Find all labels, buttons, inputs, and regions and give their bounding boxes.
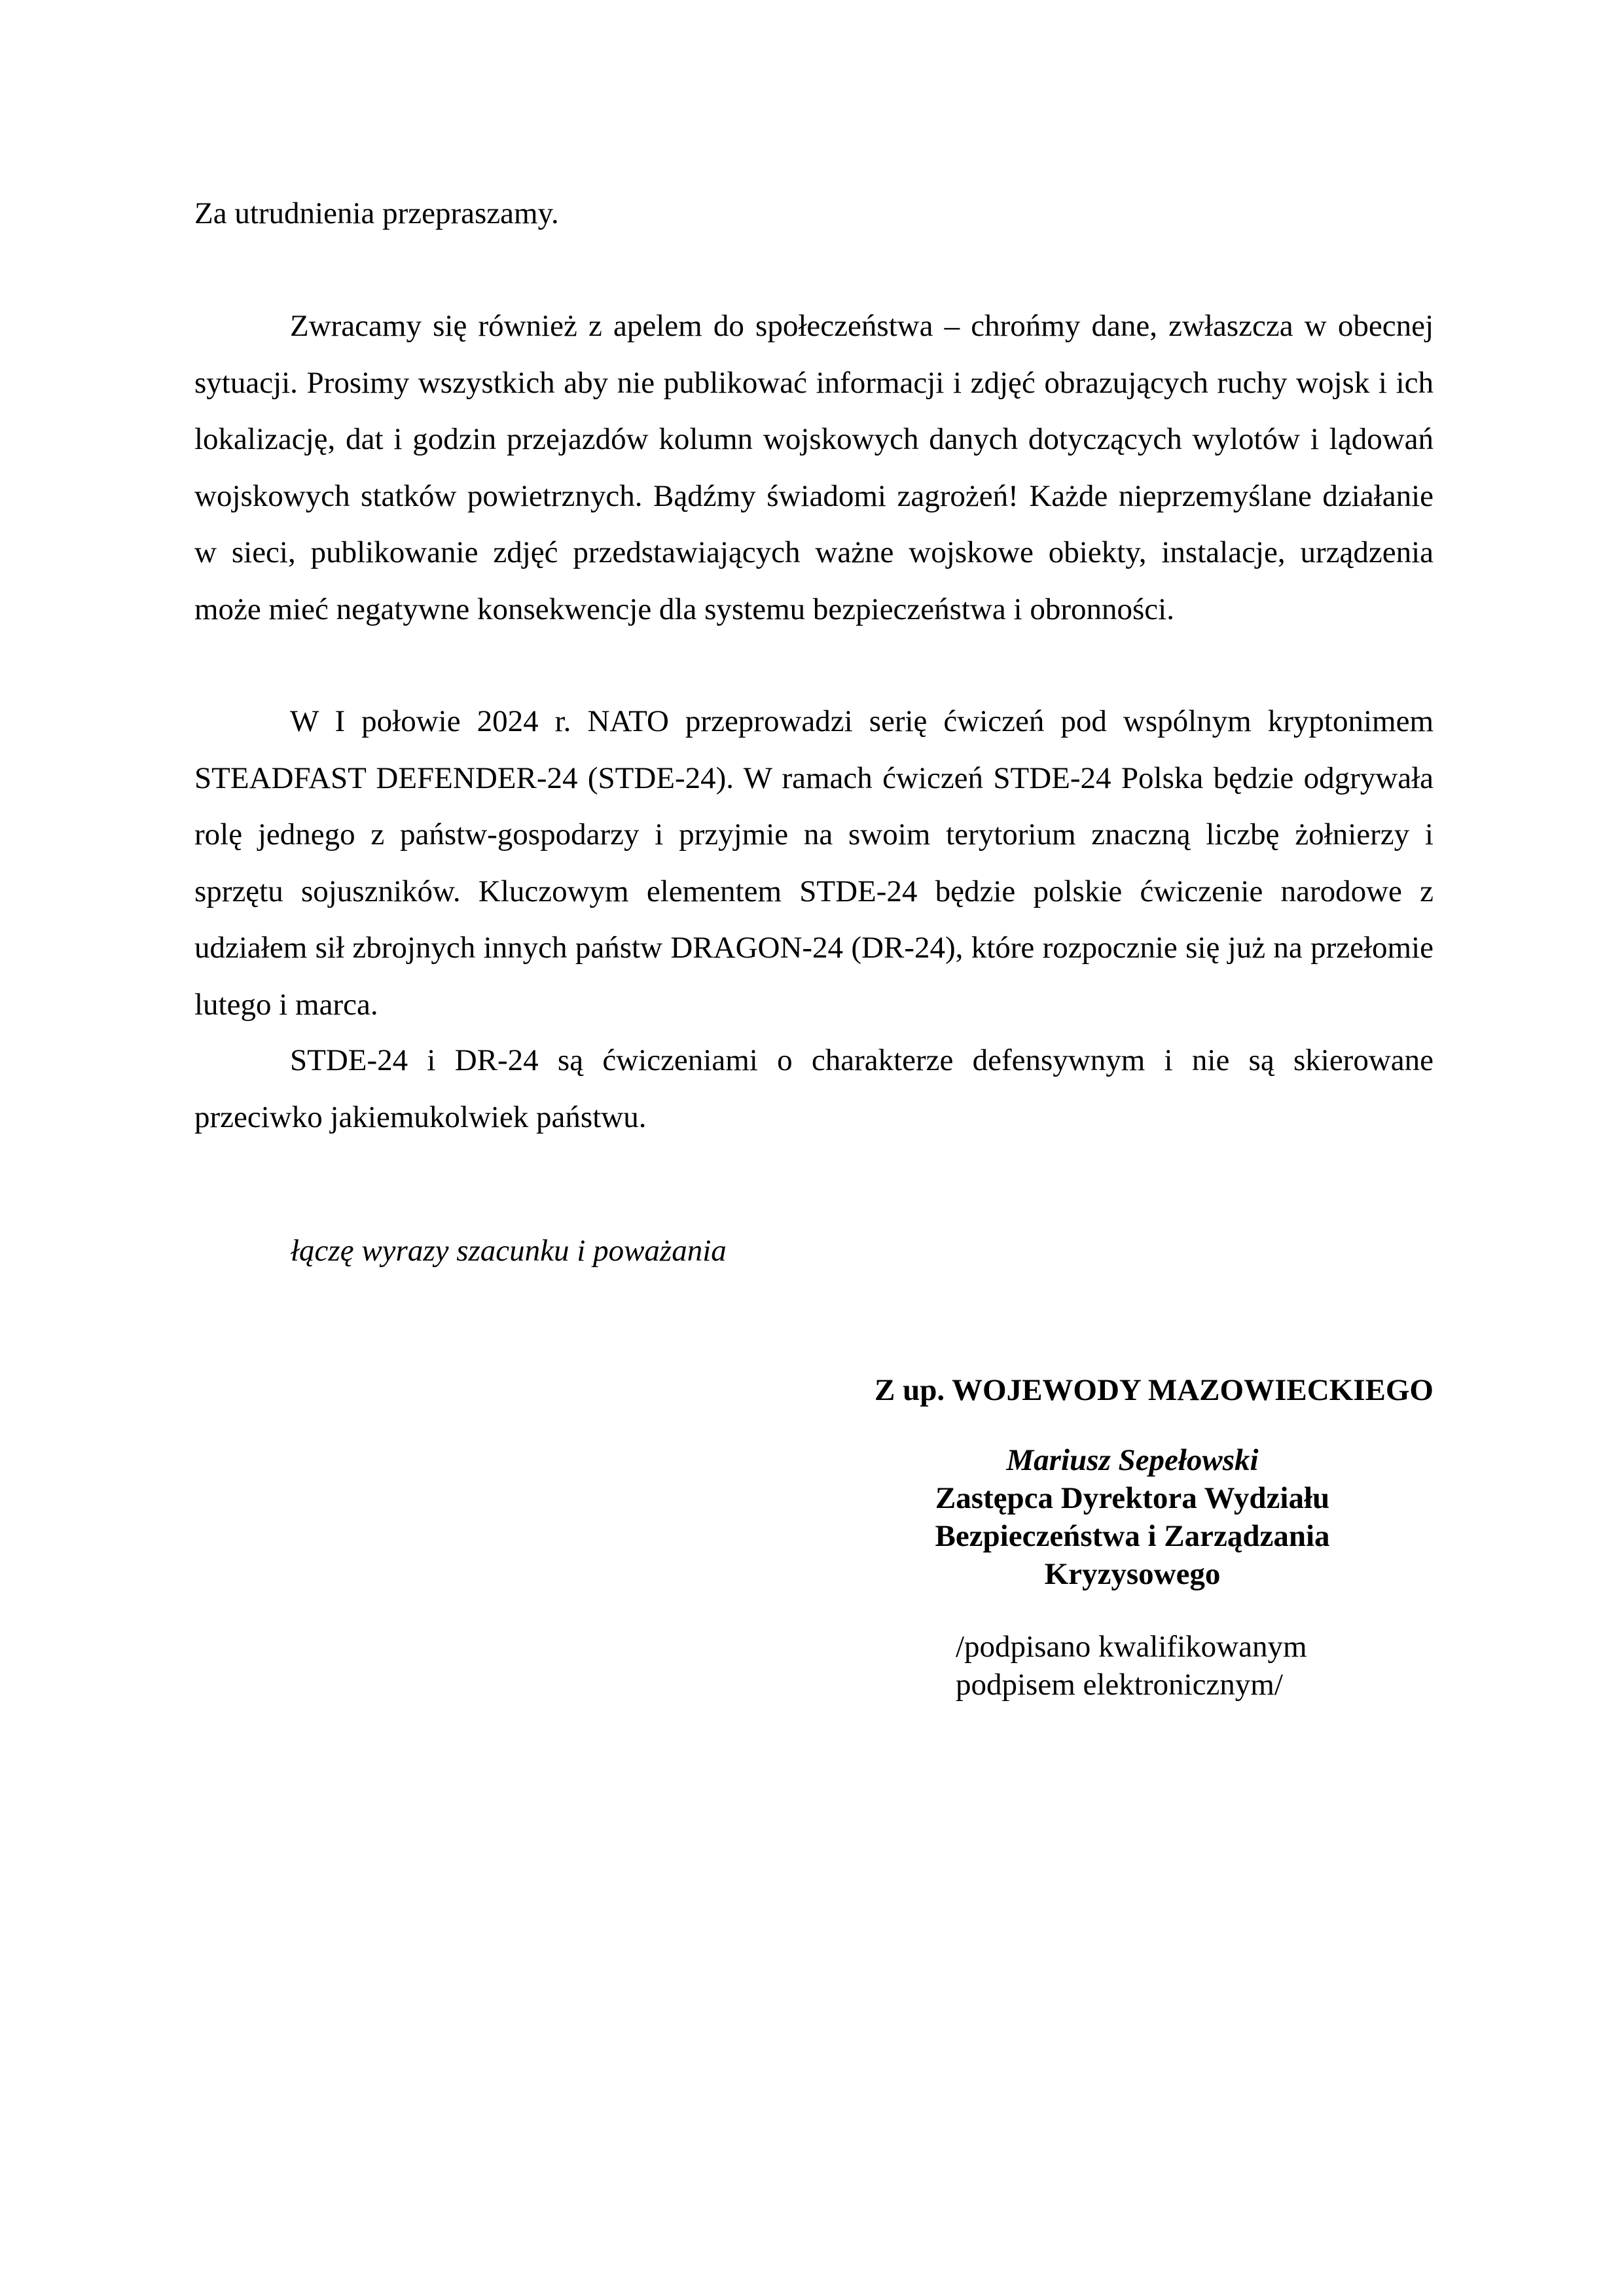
paragraph-data-protection-appeal: Zwracamy się również z apelem do społeczeństwa – chrońmy dane, zwłaszcza w obecnej sytuacji. Prosimy wszystkich aby nie publikować informacji i zdjęć obrazujących ruchy wojsk i ich lokalizację, dat i godzin przejazdów kolumn wojskowych danych dotyczących wylotów i lądowań wojskowych statków powietrznych. Bądźmy świadomi zagrożeń! Każde nieprzemyślane działanie w sieci, publikowanie zdjęć przedstawiających ważne wojskowe obiekty, instalacje, urządzenia może mieć negatywne konsekwencje dla systemu bezpieczeństwa i obronności. — [194, 309, 1434, 626]
opening-line: Za utrudnienia przepraszamy. — [194, 196, 559, 230]
signature-note-line: podpisem elektronicznym/ — [956, 1668, 1283, 1702]
electronic-signature-note — [956, 1628, 1307, 1704]
paragraph-defensive-character: STDE-24 i DR-24 są ćwiczeniami o charakterze defensywnym i nie są skierowane przeciwko jakiemukolwiek państwu. — [194, 1043, 1434, 1134]
signatory-position-line: Kryzysowego — [1044, 1557, 1221, 1591]
on-behalf-line: Z up. WOJEWODY MAZOWIECKIEGO — [875, 1373, 1434, 1407]
signatory-position-line: Zastępca Dyrektora Wydziału — [935, 1481, 1330, 1515]
paragraph-nato-exercises: W I połowie 2024 r. NATO przeprowadzi serię ćwiczeń pod wspólnym kryptonimem STEADFAST DEFENDER-24 (STDE-24). W ramach ćwiczeń STDE-24 Polska będzie odgrywała rolę jednego z państw-gospodarzy i przyjmie na swoim terytorium znaczną liczbę żołnierzy i sprzętu sojuszników. Kluczowym elementem STDE-24 będzie polskie ćwiczenie narodowe z udziałem sił zbrojnych innych państw DRAGON-24 (DR-24), które rozpocznie się już na przełomie lutego i marca. — [194, 704, 1434, 1022]
closing-salutation: łączę wyrazy szacunku i poważania — [291, 1234, 727, 1268]
signatory-position-line: Bezpieczeństwa i Zarządzania — [935, 1519, 1330, 1553]
signature-block — [812, 1441, 1453, 1593]
signatory-name: Mariusz Sepełowski — [1006, 1443, 1259, 1477]
signature-note-line: /podpisano kwalifikowanym — [956, 1630, 1307, 1664]
